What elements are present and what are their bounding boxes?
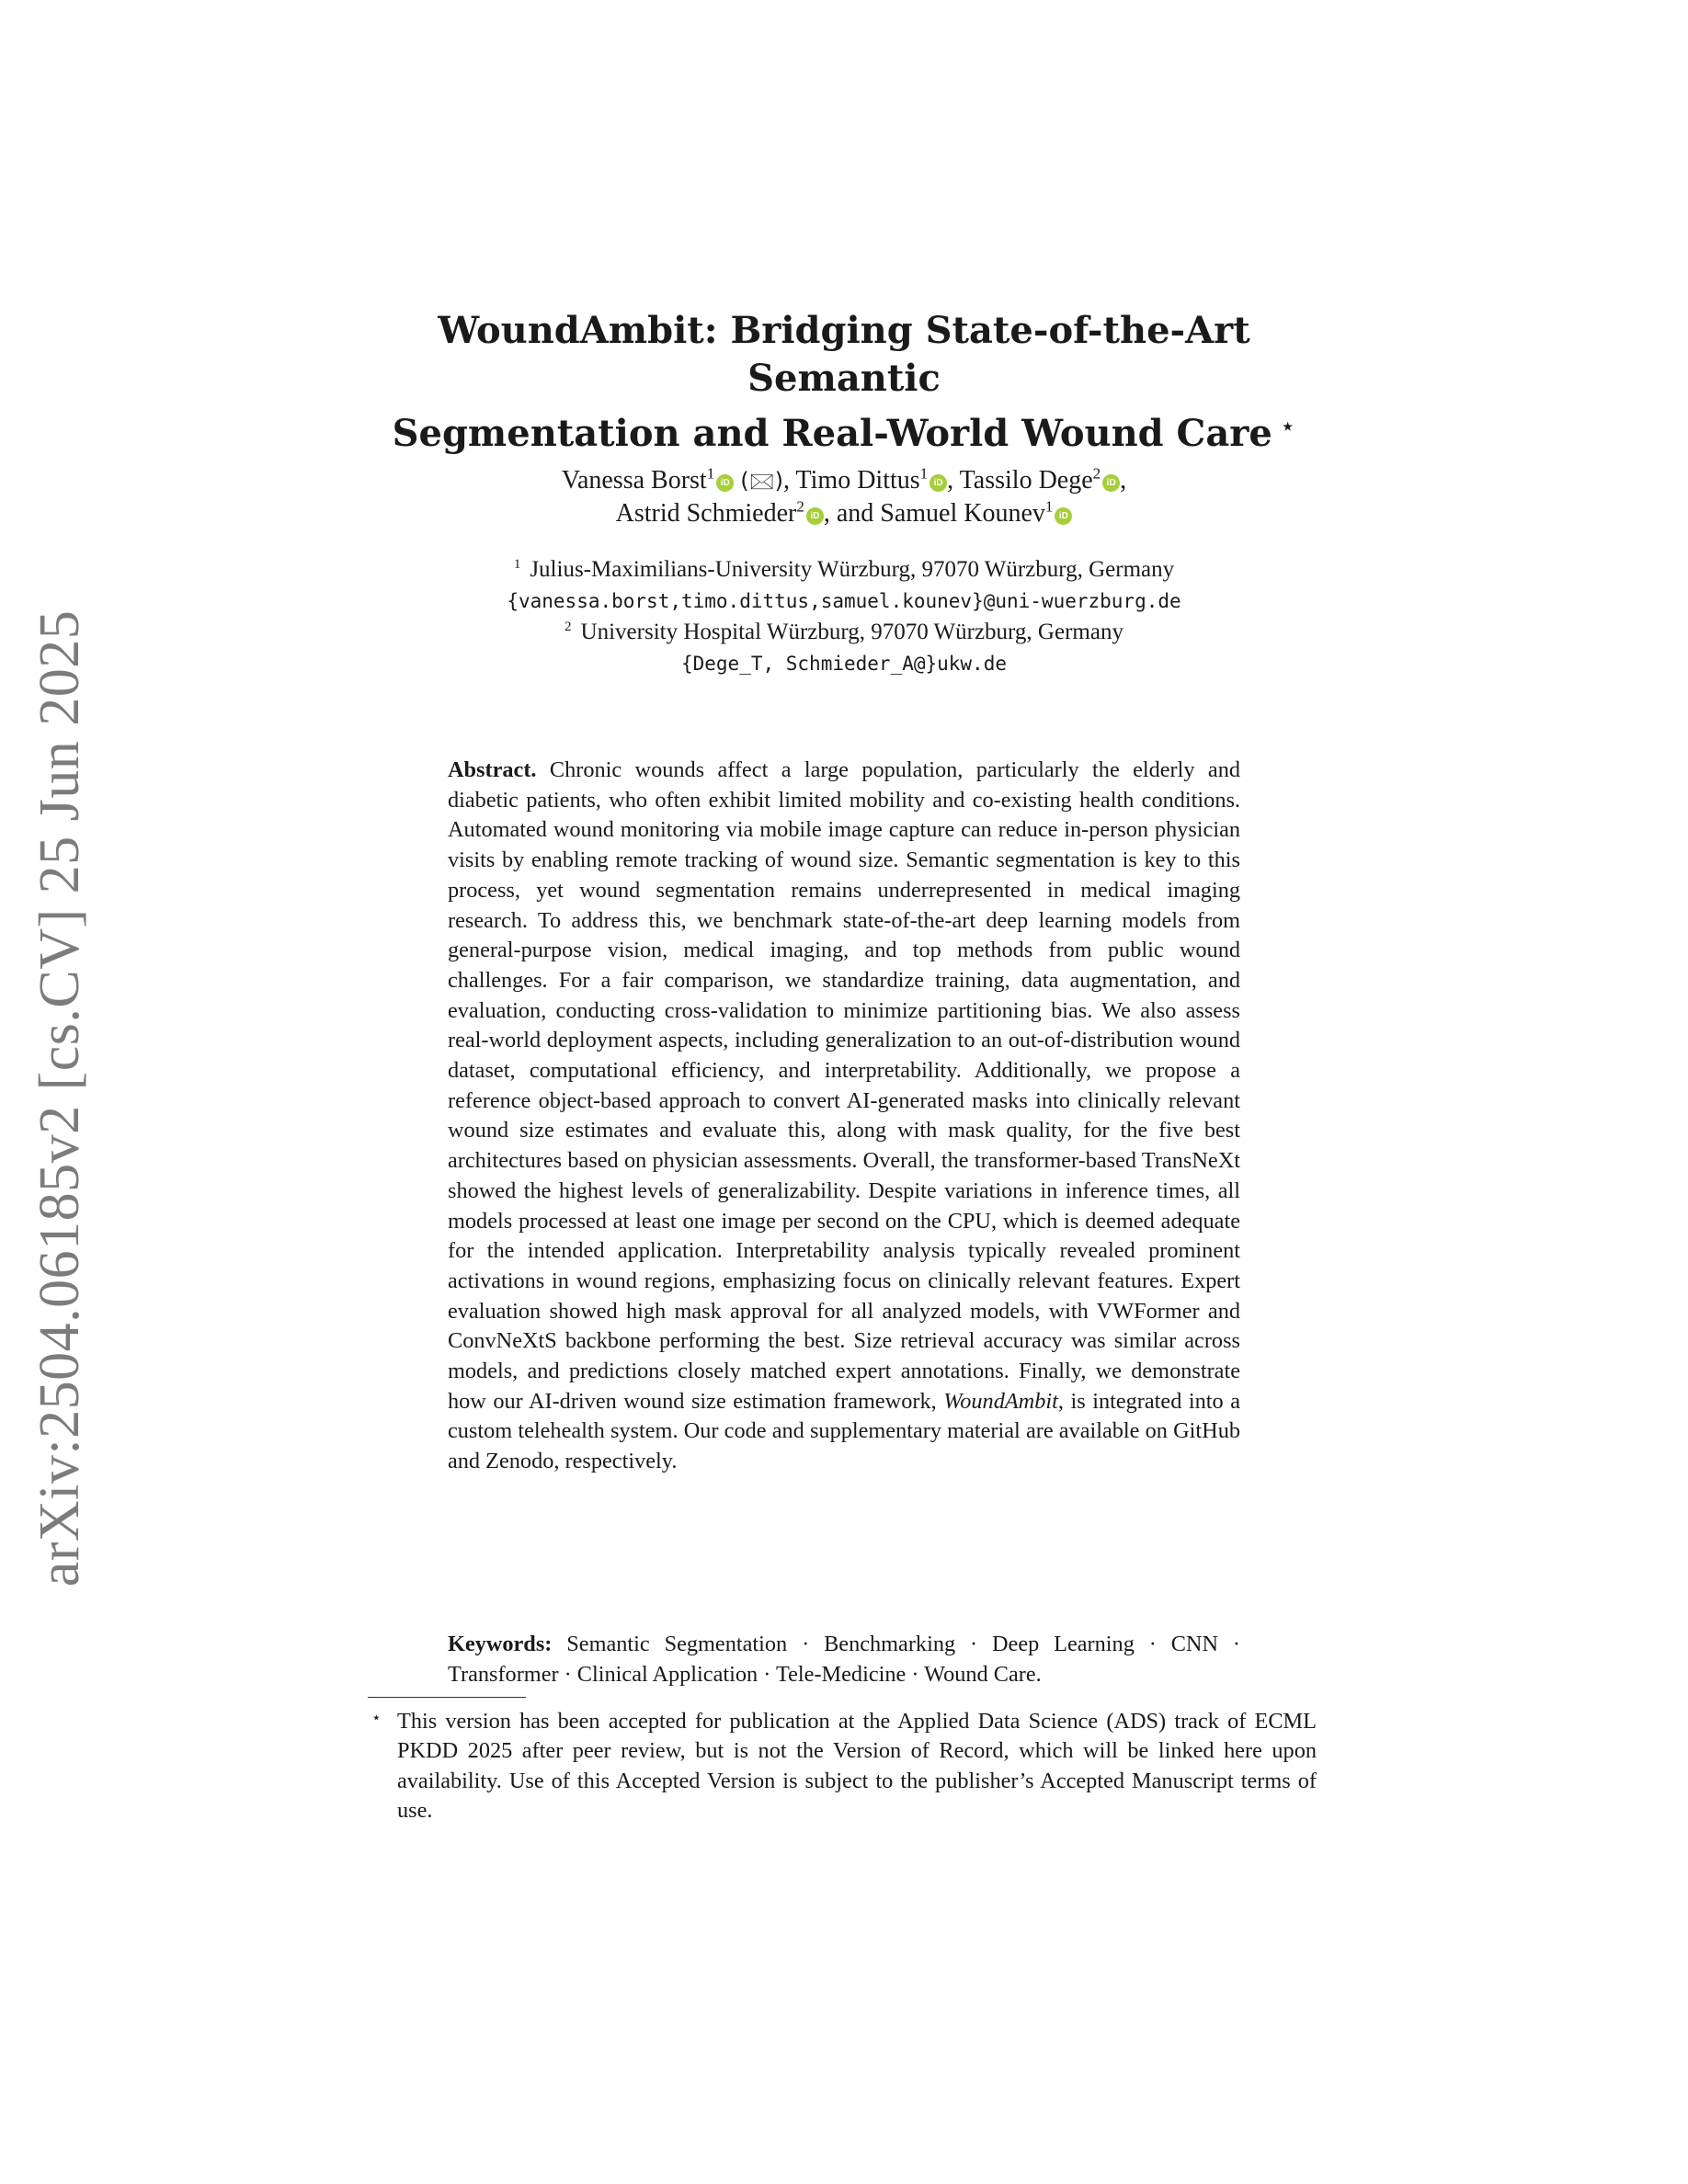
author-name: Tassilo Dege [959, 466, 1093, 495]
keywords [448, 1630, 1240, 1689]
abstract-text-end: , is integrated into a custom telehealth system. Our code and supplementary material are available on GitHub and Zenodo, respectively. [448, 1388, 1241, 1474]
arxiv-identifier: arXiv:2504.06185v2 [cs.CV] 25 Jun 2025 [29, 609, 91, 1587]
title-footnote-star: ⋆ [1279, 411, 1296, 441]
affiliation-email[interactable]: {vanessa.borst,timo.dittus,samuel.kounev}@uni-wuerzburg.de [507, 590, 1181, 612]
orcid-icon[interactable]: iD [716, 474, 734, 492]
footnote [368, 1707, 1317, 1826]
affiliation-number: 2 [565, 619, 572, 634]
footnote-divider [368, 1697, 526, 1698]
title-line-1: WoundAmbit: Bridging State-of-the-Art Semantic [438, 309, 1250, 400]
orcid-icon[interactable]: iD [806, 507, 824, 525]
abstract-text: Chronic wounds affect a large population, particularly the elderly and diabetic patients, who often exhibit limited mobility and co-existing health conditions. Automated wound monitoring via mobile image capture can reduce in-person physician visits by enabling remote tracking of wound size. Semantic segmentation is key to this process, yet wound segmentation remains underrepresented in medical imaging research. To address this, we benchmark state-of-the-art deep learning models from general-purpose vision, medical imaging, and top methods from public wound challenges. For a fair comparison, we standardize training, data augmentation, and evaluation, conducting cross-validation to minimize partitioning bias. We also assess real-world deployment aspects, including generalization to an out-of-distribution wound dataset, computational efficiency, and interpretability. Additionally, we propose a reference object-based approach to convert AI-generated masks into clinically relevant wound size estimates and evaluate this, along with mask quality, for the five best architectures based on physician assessments. Overall, the transformer-based TransNeXt showed the highest levels of generalizability. Despite variations in inference times, all models processed at least one image per second on the CPU, which is deemed adequate for the intended application. Interpretability analysis typically revealed prominent activations in wound regions, emphasizing focus on clinically relevant features. Expert evaluation showed high mask approval for all analyzed models, with VWFormer and ConvNeXtS backbone performing the best. Size retrieval accuracy was similar across models, and predictions closely matched expert annotations. Finally, we demonstrate how our AI-driven wound size estimation framework, [448, 757, 1240, 1414]
orcid-icon[interactable]: iD [930, 474, 947, 492]
author-name: Vanessa Borst [561, 466, 707, 495]
affiliation-email[interactable]: {Dege_T, Schmieder_A@}ukw.de [680, 653, 1007, 675]
abstract [448, 756, 1240, 1477]
affiliation-1 [405, 554, 1283, 586]
affiliation-list [405, 554, 1283, 679]
abstract-emphasis: WoundAmbit [943, 1388, 1058, 1414]
keywords-label: Keywords: [448, 1632, 553, 1656]
author-affil-mark: 2 [1092, 464, 1101, 483]
paper-title [349, 307, 1339, 458]
author-affil-mark: 1 [706, 464, 715, 483]
title-line-2: Segmentation and Real-World Wound Care [392, 412, 1272, 455]
author-name: and Samuel Kounev [836, 499, 1045, 528]
footnote-text: This version has been accepted for publication at the Applied Data Science (ADS) track of ECML PKDD 2025 after peer review, but is not the Version of Record, which will be linked here upon availability. Use of this Accepted Version is subject to the publisher’s Accepted Manuscript terms of use. [397, 1709, 1317, 1824]
author-affil-mark: 2 [796, 497, 804, 516]
mail-icon[interactable]: (🖂) [740, 468, 784, 494]
author-affil-mark: 1 [1044, 497, 1054, 516]
author-name: Timo Dittus [795, 466, 920, 495]
abstract-label: Abstract. [448, 757, 537, 782]
affiliation-2 [405, 617, 1283, 648]
affiliation-name: Julius-Maximilians-University Würzburg, 97070 Würzburg, Germany [530, 557, 1175, 582]
affiliation-number: 1 [513, 556, 521, 572]
affiliation-name: University Hospital Würzburg, 97070 Würzburg, Germany [580, 620, 1123, 644]
author-list: Vanessa Borst$^1$iD (🖂), Timo Dittus$^1$iD , Tassilo Dege$^2$iD , Astrid Schmieder$^2$iD , and Samuel Kounev$^1$iD [561, 464, 1127, 528]
footnote-mark: ⋆ [371, 1709, 382, 1726]
orcid-icon[interactable]: iD [1055, 507, 1072, 525]
keywords-text: Semantic Segmentation · Benchmarking · Deep Learning · CNN · Transformer · Clinical Application · Tele-Medicine · Wound Care. [448, 1632, 1241, 1687]
author-name: Astrid Schmieder [615, 499, 797, 528]
orcid-icon[interactable]: iD [1102, 474, 1120, 492]
author-affil-mark: 1 [919, 464, 929, 483]
